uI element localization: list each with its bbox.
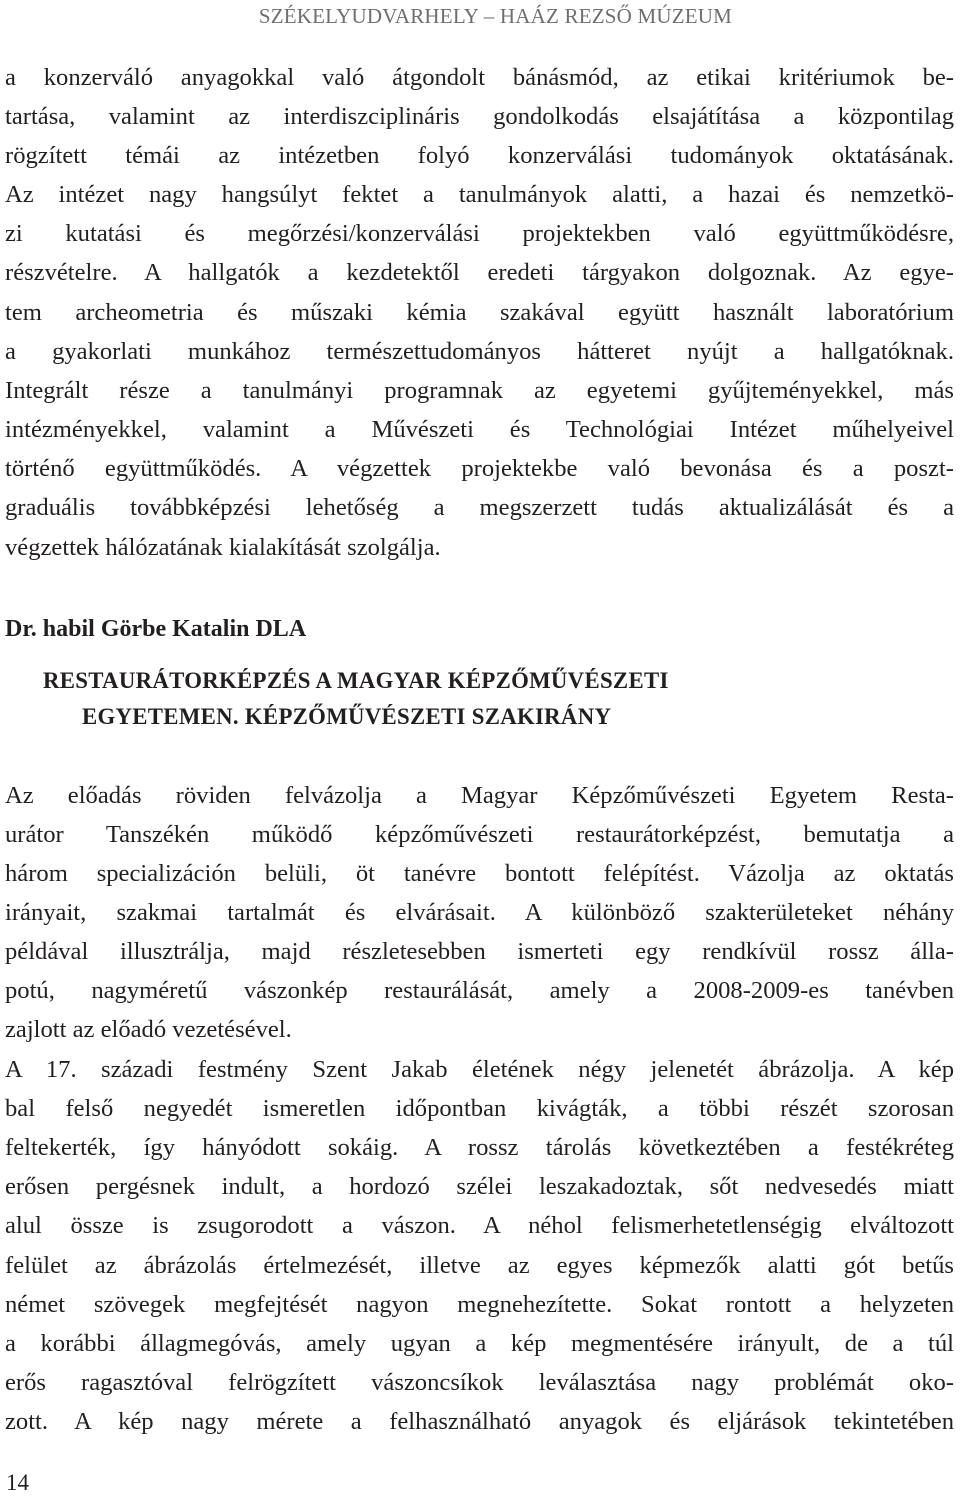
text-line: felület az ábrázolás értelmezését, illetve az egyes képmezők alatti gót betűs xyxy=(5,1252,954,1279)
text-line: rögzített témái az intézetben folyó konzerválási tudományok oktatásának. xyxy=(5,142,954,169)
text-line: zott. A kép nagy mérete a felhasználható anyagok és eljárások tekintetében xyxy=(5,1408,954,1435)
article-title-line-2: EGYETEMEN. KÉPZŐMŰVÉSZETI SZAKIRÁNY xyxy=(82,704,612,729)
text-line: a gyakorlati munkához természettudományos hátteret nyújt a hallgatóknak. xyxy=(5,338,954,365)
text-line: feltekerték, így hányódott sokáig. A rossz tárolás következtében a festékréteg xyxy=(5,1134,954,1161)
text-line: irányait, szakmai tartalmát és elvárásait. A különböző szakterületeket néhány xyxy=(5,899,954,926)
text-line: intézményekkel, valamint a Művészeti és Technológiai Intézet műhelyeivel xyxy=(5,416,954,443)
text-line: tartása, valamint az interdiszciplináris gondolkodás elsajátítása a központilag xyxy=(5,103,954,130)
text-line: bal felső negyedét ismeretlen időpontban kivágták, a többi részét szorosan xyxy=(5,1095,954,1122)
text-line: Integrált része a tanulmányi programnak az egyetemi gyűjteményekkel, más xyxy=(5,377,954,404)
text-line: potú, nagyméretű vászonkép restaurálását, amely a 2008-2009-es tanévben xyxy=(5,977,954,1004)
text-line: német szövegek megfejtését nagyon megnehezítette. Sokat rontott a helyzeten xyxy=(5,1291,954,1318)
text-line: példával illusztrálja, majd részletesebben ismerteti egy rendkívül rossz álla- xyxy=(5,938,954,965)
text-line: a korábbi állagmegóvás, amely ugyan a kép megmentésére irányult, de a túl xyxy=(5,1330,954,1357)
text-line: végzettek hálózatának kialakítását szolgálja. xyxy=(5,534,441,561)
text-line: három specializáción belüli, öt tanévre bontott felépítést. Vázolja az oktatás xyxy=(5,860,954,887)
text-line: erős ragasztóval felrögzített vászoncsíkok leválasztása nagy problémát oko- xyxy=(5,1369,954,1396)
text-line: alul össze is zsugorodott a vászon. A néhol felismerhetetlenségig elváltozott xyxy=(5,1212,954,1239)
text-line: zi kutatási és megőrzési/konzerválási projektekben való együttműködésre, xyxy=(5,220,954,247)
text-line: a konzerváló anyagokkal való átgondolt bánásmód, az etikai kritériumok be- xyxy=(5,64,954,91)
text-line: történő együttműködés. A végzettek projektekbe való bevonása és a poszt- xyxy=(5,455,954,482)
text-line: urátor Tanszékén működő képzőművészeti restaurátorképzést, bemutatja a xyxy=(5,821,954,848)
text-line: részvételre. A hallgatók a kezdetektől eredeti tárgyakon dolgoznak. Az egye- xyxy=(5,259,954,286)
text-line: graduális továbbképzési lehetőség a megszerzett tudás aktualizálását és a xyxy=(5,494,954,521)
article-author: Dr. habil Görbe Katalin DLA xyxy=(5,616,307,642)
text-line: A 17. századi festmény Szent Jakab életének négy jelenetét ábrázolja. A kép xyxy=(5,1056,954,1083)
text-line: erősen pergésnek indult, a hordozó szélei leszakadoztak, sőt nedvesedés miatt xyxy=(5,1173,954,1200)
text-line: zajlott az előadó vezetésével. xyxy=(5,1016,292,1043)
text-line: Az előadás röviden felvázolja a Magyar Képzőművészeti Egyetem Resta- xyxy=(5,782,954,809)
text-line: Az intézet nagy hangsúlyt fektet a tanulmányok alatti, a hazai és nemzetkö- xyxy=(5,181,954,208)
running-header: SZÉKELYUDVARHELY – HAÁZ REZSŐ MÚZEUM xyxy=(258,4,732,28)
page-number: 14 xyxy=(6,1470,29,1495)
text-line: tem archeometria és műszaki kémia szakával együtt használt laboratórium xyxy=(5,299,954,326)
article-title-line-1: RESTAURÁTORKÉPZÉS A MAGYAR KÉPZŐMŰVÉSZETI xyxy=(43,668,669,693)
